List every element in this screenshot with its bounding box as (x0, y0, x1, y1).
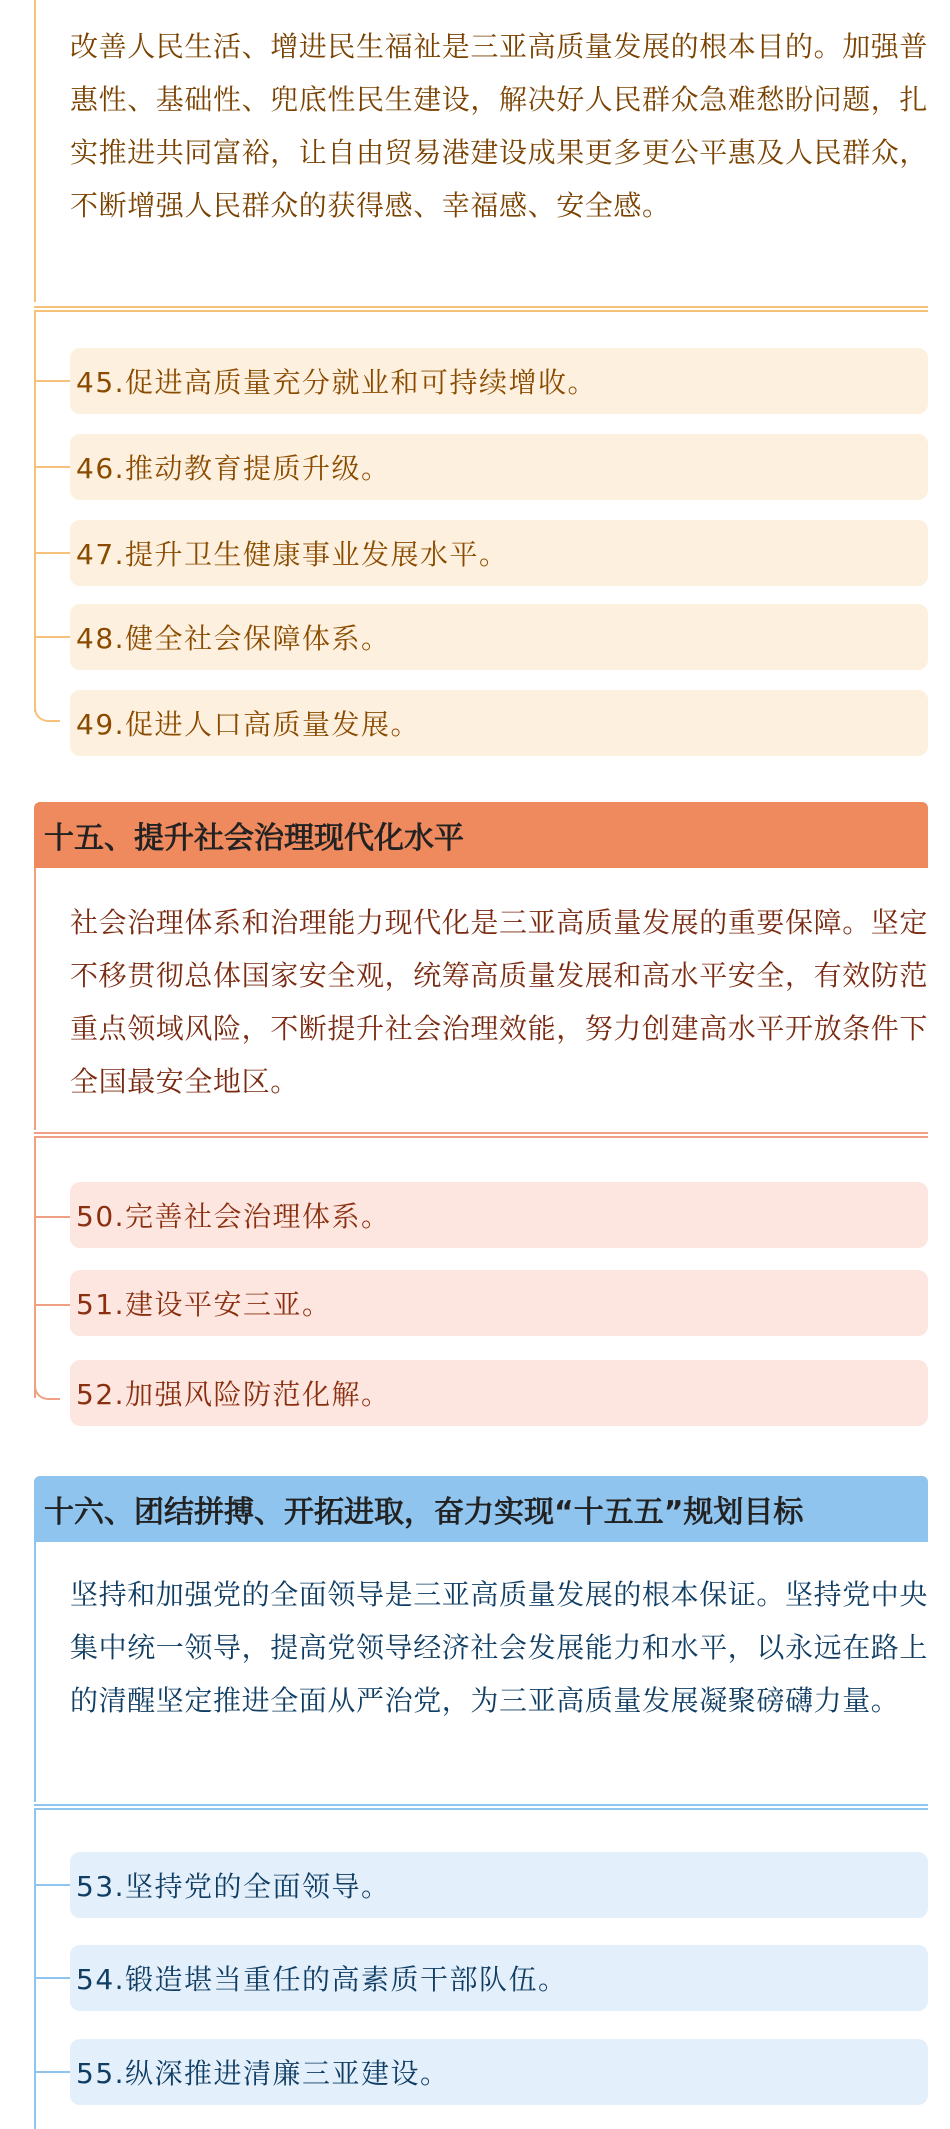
section-title: 十五、提升社会治理现代化水平 (34, 802, 928, 868)
section-intro-text: 改善人民生活、增进民生福祉是三亚高质量发展的根本目的。加强普惠性、基础性、兜底性民生建设，解决好人民群众急难愁盼问题，扎实推进共同富裕，让自由贸易港建设成果更多更公平惠及人民群众，不断增强人民群众的获得感、幸福感、安全感。 (70, 30, 929, 222)
section-tree-line (34, 1810, 36, 2129)
list-item-53: 53.坚持党的全面领导。 (70, 1852, 928, 1918)
list-item-55: 55.纵深推进清廉三亚建设。 (70, 2039, 928, 2105)
item-connector (34, 1216, 70, 1218)
item-connector (34, 1304, 70, 1306)
item-connector (34, 636, 70, 638)
item-connector (34, 466, 70, 468)
item-connector-end (34, 1380, 60, 1400)
item-connector (34, 1884, 70, 1886)
list-item-50: 50.完善社会治理体系。 (70, 1182, 928, 1248)
section-border-line (34, 1542, 36, 1802)
section-border-line (34, 868, 36, 1130)
section-divider (34, 1804, 928, 1810)
list-item-46: 46.推动教育提质升级。 (70, 434, 928, 500)
list-item-52: 52.加强风险防范化解。 (70, 1360, 928, 1426)
list-item-48: 48.健全社会保障体系。 (70, 604, 928, 670)
list-item-51: 51.建设平安三亚。 (70, 1270, 928, 1336)
section-intro-text: 社会治理体系和治理能力现代化是三亚高质量发展的重要保障。坚定不移贯彻总体国家安全观，统筹高质量发展和高水平安全，有效防范重点领域风险，不断提升社会治理效能，努力创建高水平开放条件下全国最安全地区。 (70, 906, 929, 1098)
section-divider (34, 306, 928, 312)
section-tree-line (34, 1138, 36, 1398)
list-item-49: 49.促进人口高质量发展。 (70, 690, 928, 756)
item-connector-end (34, 702, 60, 722)
list-item-54: 54.锻造堪当重任的高素质干部队伍。 (70, 1945, 928, 2011)
section-divider (34, 1132, 928, 1138)
item-connector (34, 2071, 70, 2073)
section-title: 十六、团结拼搏、开拓进取，奋力实现“十五五”规划目标 (34, 1476, 928, 1542)
section-border-line (34, 0, 36, 302)
item-connector (34, 380, 70, 382)
item-connector (34, 552, 70, 554)
list-item-45: 45.促进高质量充分就业和可持续增收。 (70, 348, 928, 414)
section-intro-text: 坚持和加强党的全面领导是三亚高质量发展的根本保证。坚持党中央集中统一领导，提高党领导经济社会发展能力和水平，以永远在路上的清醒坚定推进全面从严治党，为三亚高质量发展凝聚磅礴力量。 (70, 1578, 929, 1717)
section-tree-line (34, 312, 36, 712)
item-connector (34, 1977, 70, 1979)
list-item-47: 47.提升卫生健康事业发展水平。 (70, 520, 928, 586)
